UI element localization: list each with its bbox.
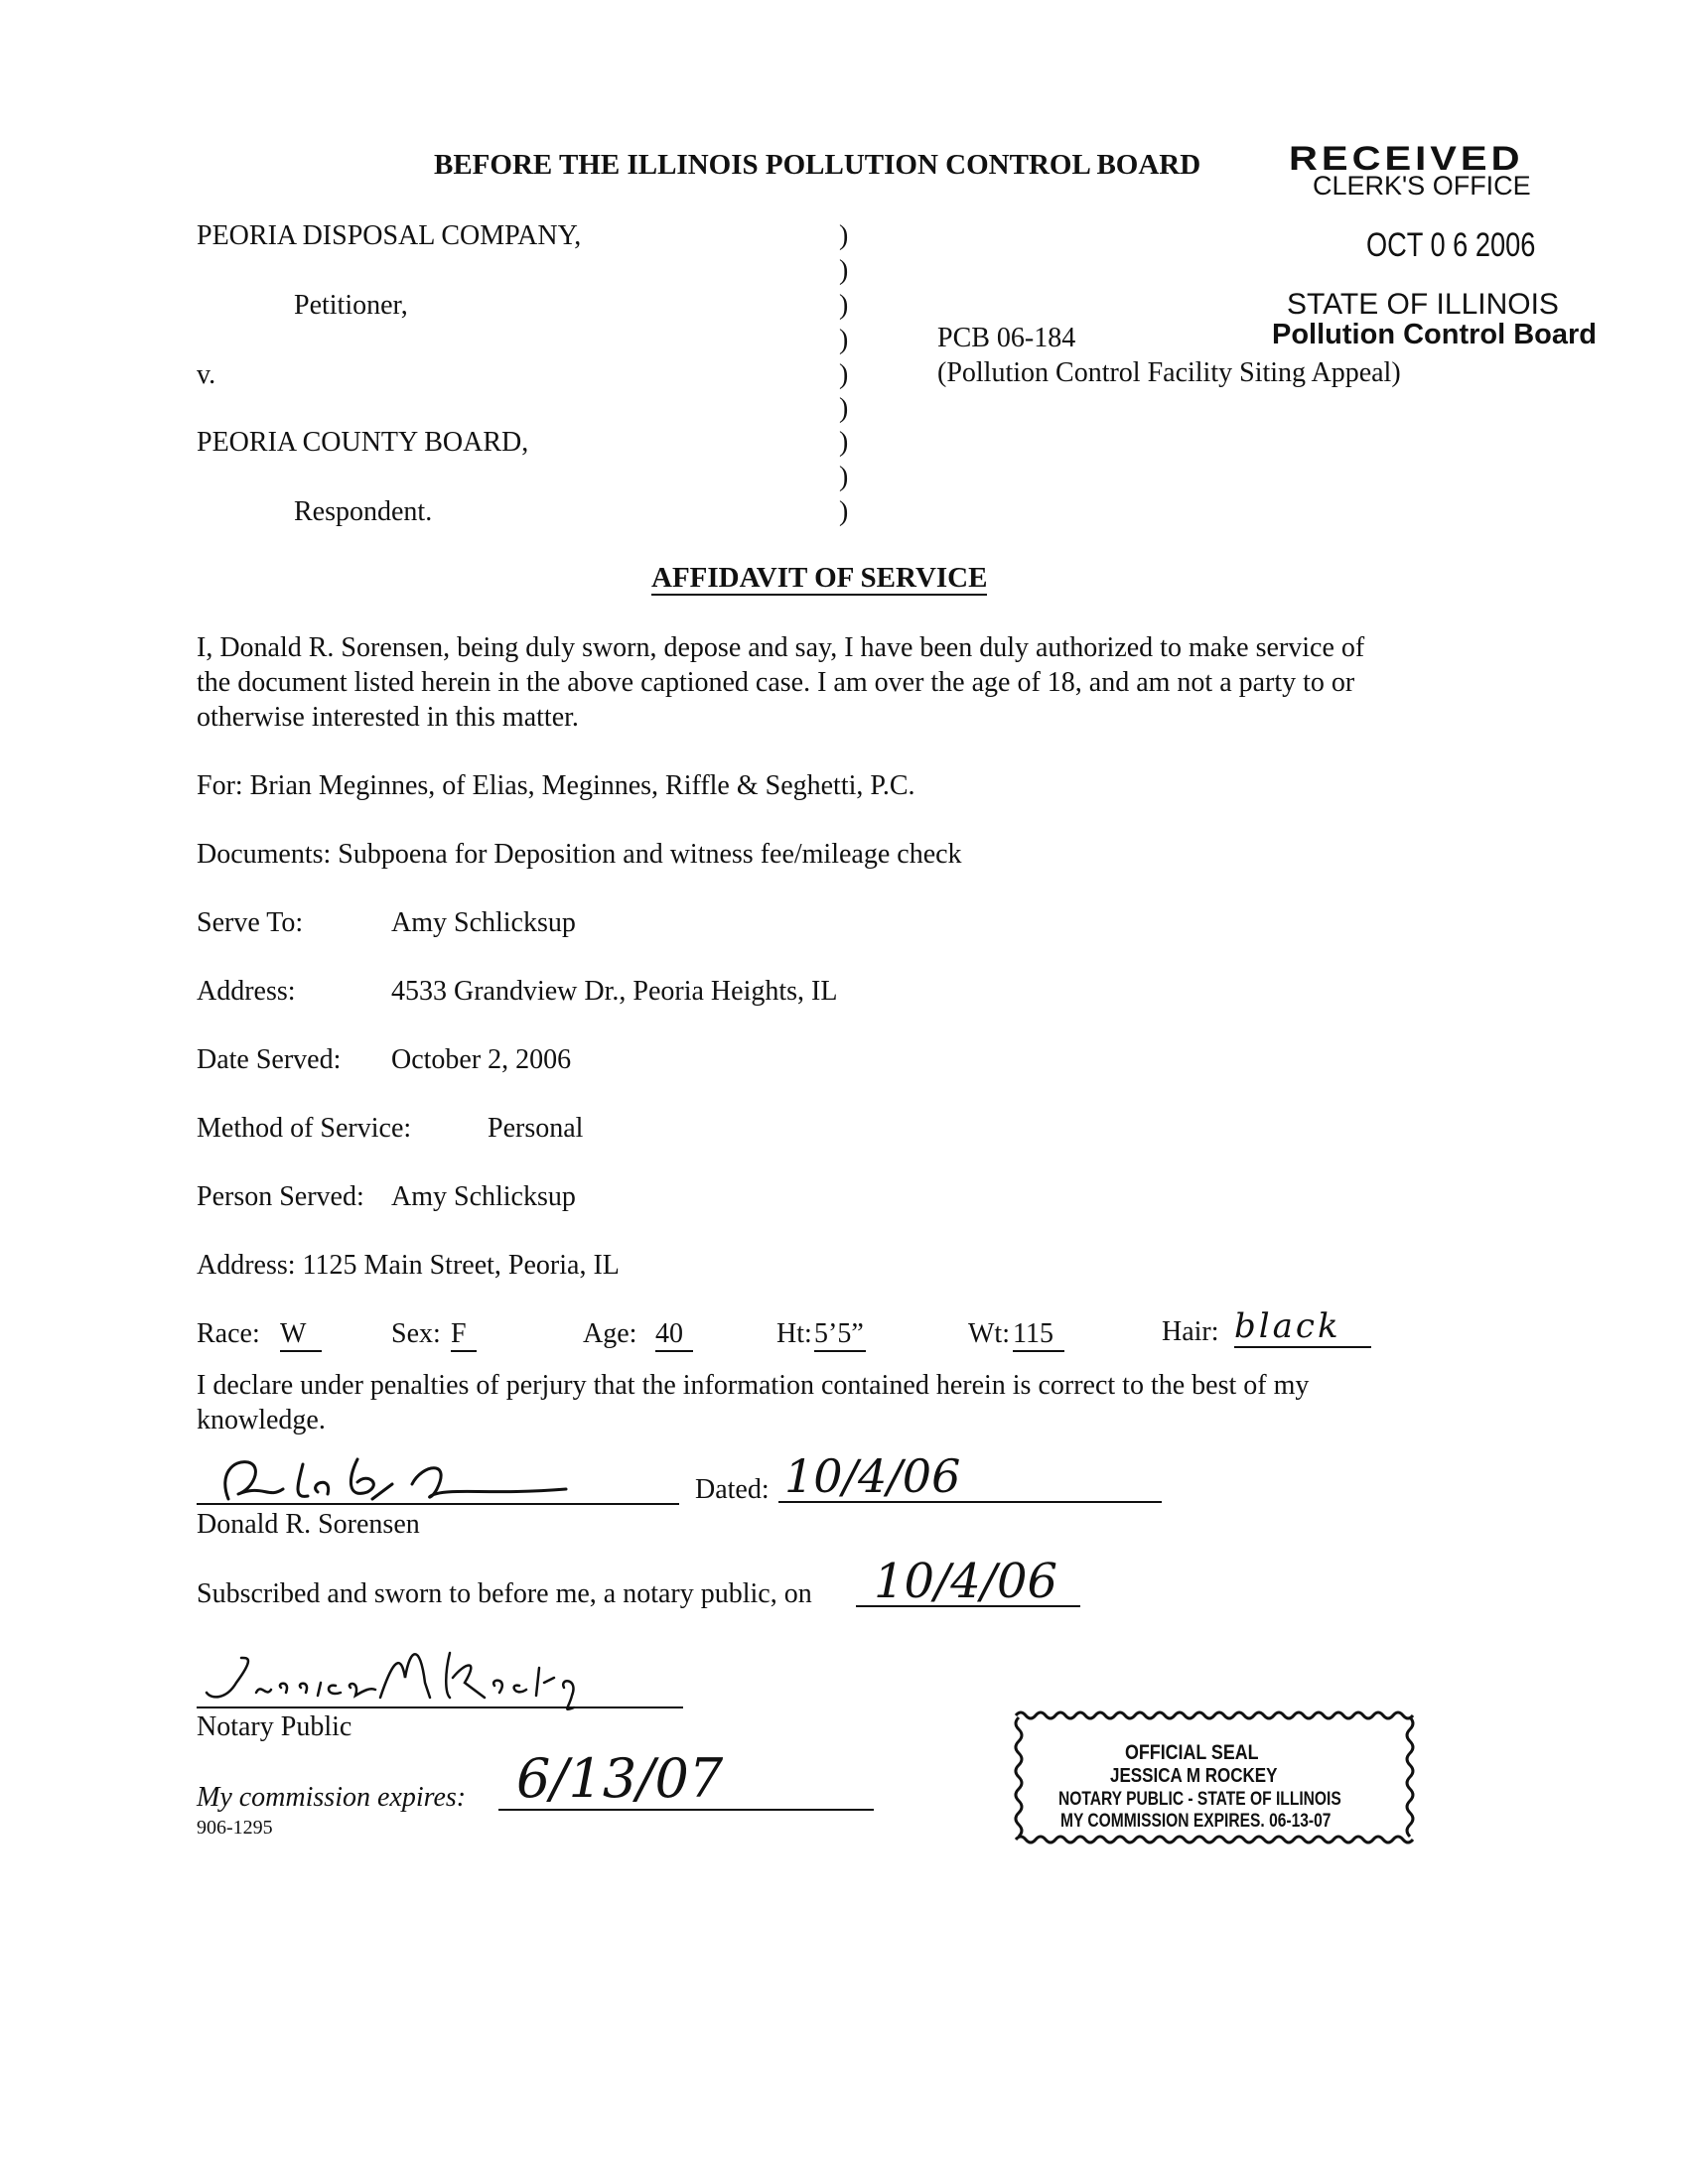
seal-line: NOTARY PUBLIC - STATE OF ILLINOIS [1058, 1789, 1341, 1810]
case-number: PCB 06-184 [937, 323, 1076, 353]
person-served-value: Amy Schlicksup [391, 1181, 576, 1212]
commission-label: My commission expires: [197, 1782, 467, 1813]
petitioner-name: PEORIA DISPOSAL COMPANY, [197, 220, 582, 251]
document-title: AFFIDAVIT OF SERVICE [651, 562, 988, 594]
board-title: BEFORE THE ILLINOIS POLLUTION CONTROL BOARD [434, 149, 1201, 181]
seal-line: OFFICIAL SEAL [1125, 1741, 1259, 1764]
commission-value: 6/13/07 [516, 1747, 724, 1810]
sworn-date: 10/4/06 [874, 1554, 1058, 1609]
age-value: 40 [655, 1318, 693, 1352]
address2-line: Address: 1125 Main Street, Peoria, IL [197, 1250, 620, 1281]
seal-line: MY COMMISSION EXPIRES. 06-13-07 [1060, 1811, 1332, 1832]
method-label: Method of Service: [197, 1113, 412, 1144]
declaration-line: knowledge. [197, 1405, 326, 1435]
seal-line: JESSICA M ROCKEY [1110, 1765, 1278, 1787]
intro-line: I, Donald R. Sorensen, being duly sworn, depose and say, I have been duly authorized to make service of [197, 632, 1365, 663]
document-code: 906-1295 [197, 1817, 273, 1839]
official-seal [1011, 1706, 1418, 1849]
sex-label: Sex: [391, 1318, 441, 1349]
age-label: Age: [583, 1318, 637, 1349]
caption-paren: ) [839, 325, 849, 355]
documents-line: Documents: Subpoena for Deposition and witness fee/mileage check [197, 839, 962, 870]
sworn-text: Subscribed and sworn to before me, a notary public, on [197, 1578, 812, 1609]
caption-paren: ) [839, 393, 849, 424]
for-line: For: Brian Meginnes, of Elias, Meginnes, Riffle & Seghetti, P.C. [197, 770, 915, 801]
date-served-label: Date Served: [197, 1044, 342, 1075]
notary-signature [197, 1638, 633, 1717]
petitioner-role: Petitioner, [294, 290, 408, 321]
notary-label: Notary Public [197, 1711, 352, 1742]
caption-paren: ) [839, 462, 849, 492]
date-served-value: October 2, 2006 [391, 1044, 572, 1075]
signer-name: Donald R. Sorensen [197, 1509, 420, 1540]
stamp-received: RECEIVED [1289, 140, 1524, 178]
intro-line: the document listed herein in the above captioned case. I am over the age of 18, and am not a party to or [197, 667, 1355, 698]
weight-value: 115 [1013, 1318, 1064, 1352]
intro-line: otherwise interested in this matter. [197, 702, 579, 733]
caption-paren: ) [839, 290, 849, 321]
race-label: Race: [197, 1318, 260, 1349]
sex-value: F [451, 1318, 477, 1352]
dated-label: Dated: [695, 1474, 770, 1505]
race-value: W [280, 1318, 322, 1352]
dated-value: 10/4/06 [784, 1449, 961, 1503]
hair-value: black [1234, 1306, 1371, 1348]
hair-label: Hair: [1162, 1316, 1219, 1347]
serve-to-value: Amy Schlicksup [391, 907, 576, 938]
height-value: 5’5” [814, 1318, 866, 1352]
height-label: Ht: [776, 1318, 812, 1349]
address-label: Address: [197, 976, 296, 1007]
case-type: (Pollution Control Facility Siting Appeal) [937, 357, 1401, 388]
caption-paren: ) [839, 496, 849, 527]
respondent-name: PEORIA COUNTY BOARD, [197, 427, 529, 458]
weight-label: Wt: [968, 1318, 1010, 1349]
signer-signature [209, 1444, 586, 1514]
stamp-office: CLERK'S OFFICE [1313, 171, 1531, 201]
stamp-date: OCT 0 6 2006 [1366, 226, 1536, 264]
caption-paren: ) [839, 255, 849, 286]
caption-paren: ) [839, 427, 849, 458]
serve-to-label: Serve To: [197, 907, 304, 938]
declaration-line: I declare under penalties of perjury that the information contained herein is correct to the best of my [197, 1370, 1310, 1401]
person-served-label: Person Served: [197, 1181, 364, 1212]
respondent-role: Respondent. [294, 496, 433, 527]
stamp-board: Pollution Control Board [1272, 319, 1598, 350]
address-value: 4533 Grandview Dr., Peoria Heights, IL [391, 976, 838, 1007]
method-value: Personal [488, 1113, 584, 1144]
caption-paren: ) [839, 220, 849, 251]
versus: v. [197, 359, 216, 390]
caption-paren: ) [839, 359, 849, 390]
stamp-state: STATE OF ILLINOIS [1287, 288, 1559, 321]
